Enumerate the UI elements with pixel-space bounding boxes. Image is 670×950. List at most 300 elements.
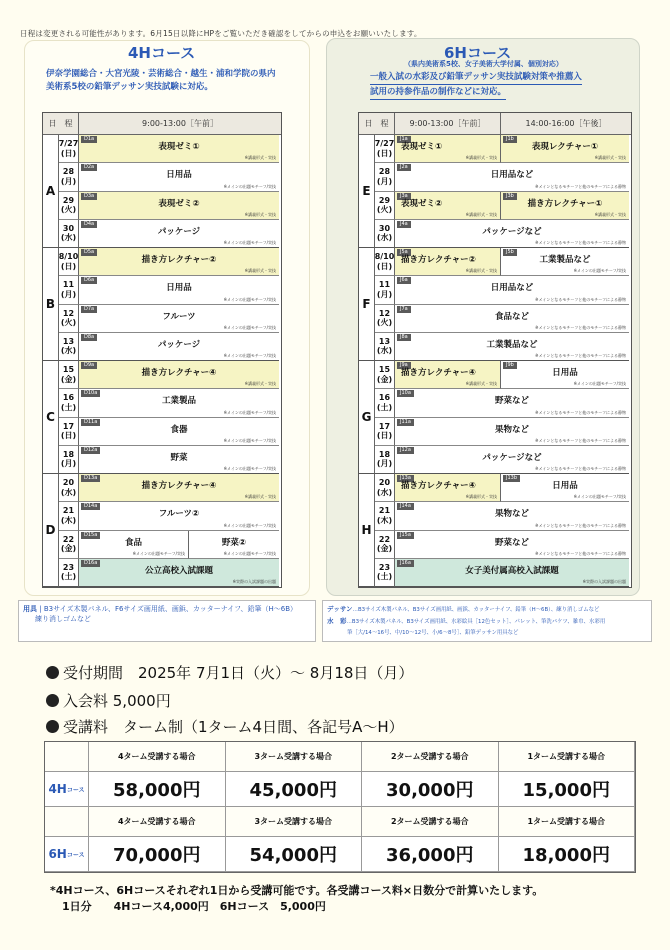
fee-header: 4ターム受講する場合 [89, 742, 226, 772]
session-j1b-title: 表現レクチャー① [531, 142, 599, 152]
session-j2a [395, 163, 629, 191]
date-weekday: (日) [376, 431, 393, 441]
session-d8a-code: D8a [81, 334, 97, 341]
fee-header: 4ターム受講する場合 [89, 807, 226, 837]
session-d9a-note: ※講義形式・実技 [244, 381, 276, 387]
session-d11a-title: 食器 [170, 424, 188, 435]
date-cell [59, 531, 79, 559]
date-day: 22 [62, 534, 75, 544]
info-period [46, 662, 413, 683]
schedule-4h [42, 112, 282, 588]
date-day: 17 [62, 421, 75, 431]
session-d4a [79, 220, 279, 248]
date-weekday: (水) [376, 346, 393, 356]
session-d10a-note: ※メインの出題モチーフ/実技 [223, 409, 276, 415]
materials-6h-text-2: …B3サイズ木製パネル、B3サイズ画用紙、水彩絵具［12色セット］、パレット、筆洗バケツ、雑巾、水彩用 [346, 619, 606, 625]
session-j13a-code: J13a [397, 475, 414, 482]
session-d4a-note: ※メインの出題モチーフ/実技 [223, 240, 276, 245]
date-cell [59, 305, 79, 333]
session-j3a-title: 表現ゼミ② [401, 198, 443, 209]
session-j15a-note: ※メインとなるモチーフと他のモチーフによる静物 [535, 550, 626, 556]
session-d10a [79, 389, 279, 417]
session-j2a-note: ※メインとなるモチーフと他のモチーフによる静物 [535, 183, 626, 189]
session-d1a-title: 表現ゼミ① [158, 142, 200, 152]
date-cell [59, 418, 79, 446]
session-j1b [501, 135, 629, 163]
session-j14a-title: 果物など [494, 509, 529, 520]
fee-price: 30,000円 [362, 772, 499, 807]
fee-course-name: 4H [48, 782, 67, 796]
date-day: 21 [378, 506, 391, 516]
session-d8a-title: パッケージ [157, 339, 201, 350]
fee-row-spacer [45, 742, 89, 772]
fee-price: 45,000円 [226, 772, 363, 807]
session-d12a-note: ※メインの出題モチーフ/実技 [223, 466, 276, 471]
date-day: 8/10 [374, 252, 395, 262]
date-weekday: (火) [376, 205, 393, 215]
date-day: 29 [378, 195, 391, 205]
date-cell [59, 559, 79, 587]
session-d1a-code: D1a [81, 136, 97, 143]
footnote-1: *4Hコース、6Hコースそれぞれ1日から受講可能です。各受講コース料×日数分で計算いたします。 [50, 884, 544, 897]
date-weekday: (日) [376, 148, 393, 158]
session-d12a-title: 野菜 [170, 452, 188, 463]
date-day: 16 [62, 393, 75, 403]
session-j1a-title: 表現ゼミ① [401, 142, 443, 152]
date-cell [375, 531, 395, 559]
session-d11a [79, 418, 279, 446]
date-cell [375, 502, 395, 530]
course-4h-desc-1: 伊奈学園総合・大宮光陵・芸術総合・越生・浦和学院の県内 [46, 69, 276, 79]
date-weekday: (木) [376, 515, 393, 525]
session-d3a [79, 192, 279, 220]
course-4h-title: 4Hコース [128, 44, 196, 62]
session-d7a-title: フルーツ [162, 311, 196, 322]
session-j15a-title: 野菜など [494, 537, 529, 548]
session-d14a [79, 502, 279, 530]
date-cell [375, 446, 395, 474]
session-j9a-note: ※講義形式・実技 [465, 381, 497, 387]
session-j6a-title: 日用品など [490, 283, 534, 294]
session-j5b-note: ※メインの出題モチーフ/実技 [573, 268, 626, 274]
bullet-icon [46, 694, 59, 707]
session-d9a-code: D9a [81, 362, 97, 369]
session-j3b-title: 描き方レクチャー① [527, 198, 603, 209]
date-weekday: (月) [60, 459, 77, 469]
course-6h-desc-2: 試用の持参作品の制作などに対応。 [370, 86, 506, 100]
session-j1a-note: ※講義形式・実技 [465, 155, 497, 161]
date-cell [59, 192, 79, 220]
session-d2a-code: D2a [81, 164, 97, 171]
session-j3b [501, 192, 629, 220]
date-day: 23 [378, 562, 391, 572]
date-weekday: (月) [60, 176, 77, 186]
date-cell [375, 276, 395, 304]
header-term: 日 程 [359, 113, 395, 135]
date-day: 12 [62, 308, 75, 318]
session-d14a-code: D14a [81, 503, 100, 510]
session-j1a-code: J1a [397, 136, 411, 143]
date-cell [59, 474, 79, 502]
date-weekday: (土) [376, 402, 393, 412]
term-E: E [359, 135, 375, 248]
session-j5a [395, 248, 501, 276]
fee-row-spacer [45, 807, 89, 837]
info-fee-text: 受講料 ターム制（1ターム4日間、各記号A〜H） [63, 718, 404, 736]
date-cell [59, 446, 79, 474]
date-weekday: (日) [376, 261, 393, 271]
date-day: 7/27 [58, 139, 79, 149]
date-weekday: (水) [376, 487, 393, 497]
session-j6a-code: J6a [397, 277, 411, 284]
session-d7a [79, 305, 279, 333]
session-d6a-note: ※メインの出題モチーフ/実技 [223, 296, 276, 302]
session-d15b-note: ※メインの出題モチーフ/実技 [223, 550, 276, 556]
session-j14a-note: ※メインとなるモチーフと他のモチーフによる静物 [535, 522, 626, 528]
session-d15b [189, 531, 279, 559]
session-j11a [395, 418, 629, 446]
session-d5a-title: 描き方レクチャー② [141, 255, 217, 265]
fee-price: 18,000円 [499, 837, 636, 872]
term-G: G [359, 361, 375, 474]
date-day: 20 [62, 478, 75, 488]
date-weekday: (木) [60, 515, 77, 525]
info-period-text: 受付期間 2025年 7月1日（火）〜 8月18日（月） [63, 664, 414, 682]
fee-price: 58,000円 [89, 772, 226, 807]
date-cell [59, 361, 79, 389]
session-d16a-code: D16a [81, 560, 100, 567]
session-d15a-note: ※メインの出題モチーフ/実技 [132, 550, 185, 556]
date-weekday: (土) [60, 402, 77, 412]
session-j1a [395, 135, 501, 163]
date-cell [375, 220, 395, 248]
session-j4a-title: パッケージなど [482, 226, 542, 237]
term-D: D [43, 474, 59, 587]
fee-header: 2ターム受講する場合 [362, 807, 499, 837]
date-day: 13 [62, 336, 75, 346]
materials-6h-text-3: 筆［大/14〜16号、中/10〜12号、小/6〜8号］、鉛筆デッサン用具など [347, 630, 519, 636]
session-d8a-note: ※メインの出題モチーフ/実技 [223, 353, 276, 358]
date-weekday: (月) [376, 176, 393, 186]
materials-6h-label-1: デッサン [327, 605, 353, 613]
date-day: 11 [378, 280, 391, 290]
date-day: 30 [378, 223, 391, 233]
session-j3a-note: ※講義形式・実技 [465, 211, 497, 217]
date-weekday: (土) [60, 572, 77, 582]
date-cell [375, 248, 395, 276]
date-day: 11 [62, 280, 75, 290]
session-j9b-title: 日用品 [552, 368, 578, 378]
course-6h-desc-1: 一般入試の水彩及び鉛筆デッサン実技試験対策や推薦入 [370, 71, 582, 85]
date-cell [375, 361, 395, 389]
date-weekday: (月) [376, 459, 393, 469]
session-d16a-note: ※実際の入試課題の出題 [232, 579, 276, 584]
fee-course-suffix: コース [66, 851, 85, 859]
term-C: C [43, 361, 59, 474]
date-weekday: (水) [60, 487, 77, 497]
schedule-6h [358, 112, 632, 588]
session-j10a-note: ※メインとなるモチーフと他のモチーフによる静物 [535, 409, 626, 415]
session-j4a-note: ※メインとなるモチーフと他のモチーフによる静物 [535, 240, 626, 245]
fee-course-name: 6H [48, 847, 67, 861]
notice-text: 日程は変更される可能性があります。6月15日以降にHPをご覧いただき確認をしてからの申込をお願いいたします。 [20, 29, 422, 38]
session-j5b [501, 248, 629, 276]
session-d15b-title: 野菜② [221, 537, 247, 548]
session-j16a [395, 559, 629, 587]
course-6h-title: 6Hコース [444, 44, 512, 62]
date-day: 12 [378, 308, 391, 318]
footnote-2: 1日分 4Hコース4,000円 6Hコース 5,000円 [62, 900, 326, 913]
date-day: 15 [378, 365, 391, 375]
date-day: 23 [62, 562, 75, 572]
date-day: 18 [62, 449, 75, 459]
session-j7a-note: ※メインとなるモチーフと他のモチーフによる静物 [535, 324, 626, 330]
session-j9b [501, 361, 629, 389]
session-d5a-code: D5a [81, 249, 97, 256]
date-weekday: (水) [60, 233, 77, 243]
session-j9b-code: J9b [503, 362, 517, 369]
term-B: B [43, 248, 59, 361]
session-j10a-title: 野菜など [494, 396, 529, 407]
date-cell [375, 474, 395, 502]
session-j14a [395, 502, 629, 530]
fee-header: 2ターム受講する場合 [362, 742, 499, 772]
date-weekday: (月) [376, 289, 393, 299]
session-j2a-title: 日用品など [490, 170, 534, 181]
session-j13a-note: ※講義形式・実技 [465, 494, 497, 500]
session-j1b-code: J1b [503, 136, 517, 143]
bullet-icon [46, 720, 59, 733]
session-j8a-title: 工業製品など [486, 339, 538, 350]
date-cell [59, 135, 79, 163]
session-d5a-note: ※講義形式・実技 [244, 268, 276, 274]
course-6h-subtitle: （県内美術系5校、女子美術大学付属、個別対応） [404, 60, 563, 68]
session-j3b-note: ※講義形式・実技 [594, 211, 626, 217]
session-j6a-note: ※メインとなるモチーフと他のモチーフによる静物 [535, 296, 626, 302]
date-weekday: (金) [60, 544, 77, 554]
session-d6a-title: 日用品 [166, 283, 192, 294]
date-cell [59, 163, 79, 191]
header-pm: 14:00-16:00［午後］ [501, 113, 631, 135]
fee-price: 70,000円 [89, 837, 226, 872]
date-day: 30 [62, 223, 75, 233]
session-j6a [395, 276, 629, 304]
session-d12a-code: D12a [81, 447, 100, 454]
session-j9a-title: 描き方レクチャー④ [401, 368, 476, 378]
course-4h-desc-2: 美術系5校の鉛筆デッサン実技試験に対応。 [46, 82, 213, 92]
session-d3a-note: ※講義形式・実技 [244, 211, 276, 217]
date-weekday: (金) [376, 374, 393, 384]
session-d2a-note: ※メインの出題モチーフ/実技 [223, 183, 276, 189]
session-j7a-code: J7a [397, 306, 411, 313]
date-cell [59, 220, 79, 248]
fee-table [44, 741, 636, 873]
materials-4h-label: 用具 [23, 605, 37, 613]
session-d6a [79, 276, 279, 304]
session-d4a-title: パッケージ [157, 226, 201, 237]
fee-header: 3ターム受講する場合 [226, 742, 363, 772]
date-day: 13 [378, 336, 391, 346]
date-cell [375, 559, 395, 587]
session-j15a [395, 531, 629, 559]
materials-6h [322, 600, 652, 642]
session-j13a [395, 474, 501, 502]
session-d7a-code: D7a [81, 306, 97, 313]
session-d13a-note: ※講義形式・実技 [244, 494, 276, 500]
session-d9a [79, 361, 279, 389]
term-H: H [359, 474, 375, 587]
session-d13a-code: D13a [81, 475, 100, 482]
session-d15a-code: D15a [81, 532, 100, 539]
session-d4a-code: D4a [81, 221, 97, 228]
info-entry [46, 690, 171, 711]
session-j7a [395, 305, 629, 333]
date-day: 22 [378, 534, 391, 544]
session-d16a [79, 559, 279, 587]
date-weekday: (金) [60, 374, 77, 384]
session-j10a-code: J10a [397, 390, 414, 397]
session-j11a-title: 果物など [494, 424, 529, 435]
session-d11a-note: ※メインの出題モチーフ/実技 [223, 437, 276, 443]
fee-price: 15,000円 [499, 772, 636, 807]
session-j3a-code: J3a [397, 193, 411, 200]
date-cell [59, 248, 79, 276]
session-j16a-note: ※実際の入試課題の出題 [582, 579, 626, 584]
session-j13b-note: ※メインの出題モチーフ/実技 [573, 494, 626, 500]
date-weekday: (月) [60, 289, 77, 299]
session-j14a-code: J14a [397, 503, 414, 510]
session-d14a-title: フルーツ② [158, 509, 200, 520]
session-d6a-code: D6a [81, 277, 97, 284]
session-j5a-code: J5a [397, 249, 411, 256]
fee-header: 3ターム受講する場合 [226, 807, 363, 837]
date-weekday: (日) [60, 148, 77, 158]
info-entry-text: 入会料 5,000円 [63, 692, 171, 710]
session-j15a-code: J15a [397, 532, 414, 539]
header-am: 9:00-13:00［午前］ [79, 113, 281, 135]
date-cell [59, 502, 79, 530]
session-j9a-code: J9a [397, 362, 411, 369]
date-cell [59, 276, 79, 304]
session-j8a-note: ※メインとなるモチーフと他のモチーフによる静物 [535, 353, 626, 358]
date-day: 17 [378, 421, 391, 431]
materials-6h-text-1: …B3サイズ木製パネル、B3サイズ画用紙、画鋲、カッターナイフ、鉛筆（H〜6B）、練り消しゴムなど [352, 607, 600, 613]
date-cell [375, 163, 395, 191]
bullet-icon [46, 666, 59, 679]
date-weekday: (土) [376, 572, 393, 582]
date-day: 21 [62, 506, 75, 516]
session-j4a [395, 220, 629, 248]
session-j9b-note: ※メインの出題モチーフ/実技 [573, 381, 626, 387]
date-weekday: (火) [60, 318, 77, 328]
date-cell [375, 135, 395, 163]
fee-header: 1ターム受講する場合 [499, 742, 636, 772]
session-d2a [79, 163, 279, 191]
session-j12a-title: パッケージなど [482, 452, 542, 463]
session-d12a [79, 446, 279, 474]
fee-price: 36,000円 [362, 837, 499, 872]
materials-4h-text-2: 練り消しゴムなど [35, 615, 91, 623]
session-d16a-title: 公立高校入試課題 [144, 565, 213, 576]
fee-course-suffix: コース [66, 786, 85, 794]
date-weekday: (火) [376, 318, 393, 328]
session-d1a-note: ※講義形式・実技 [244, 155, 276, 161]
date-weekday: (金) [376, 544, 393, 554]
date-weekday: (火) [60, 205, 77, 215]
session-d1a [79, 135, 279, 163]
session-d8a [79, 333, 279, 361]
session-j13a-title: 描き方レクチャー④ [401, 481, 476, 491]
session-j16a-title: 女子美付属高校入試課題 [465, 565, 559, 576]
session-j12a [395, 446, 629, 474]
date-cell [375, 192, 395, 220]
date-weekday: (水) [376, 233, 393, 243]
session-j13b-title: 日用品 [552, 481, 578, 491]
session-j4a-code: J4a [397, 221, 411, 228]
session-j5a-title: 描き方レクチャー② [401, 255, 476, 265]
session-j12a-code: J12a [397, 447, 414, 454]
date-weekday: (日) [60, 261, 77, 271]
materials-4h: 用具 | B3サイズ木製パネル、F6サイズ画用紙、画鋲、カッターナイフ、鉛筆（H〜6B） 練り消しゴムなど [18, 600, 316, 642]
session-d15a-title: 食品 [124, 537, 142, 548]
session-d13a [79, 474, 279, 502]
session-j8a-code: J8a [397, 334, 411, 341]
header-term: 日 程 [43, 113, 79, 135]
session-d5a [79, 248, 279, 276]
session-j11a-code: J11a [397, 419, 414, 426]
session-j9a [395, 361, 501, 389]
date-cell [375, 418, 395, 446]
date-cell [59, 333, 79, 361]
date-day: 29 [62, 195, 75, 205]
materials-6h-label-2: 水 彩 [327, 617, 347, 625]
session-d14a-note: ※メインの出題モチーフ/実技 [223, 522, 276, 528]
date-weekday: (日) [60, 431, 77, 441]
session-j3b-code: J3b [503, 193, 517, 200]
date-cell [59, 389, 79, 417]
session-j13b [501, 474, 629, 502]
session-j8a [395, 333, 629, 361]
fee-row-label [45, 772, 89, 807]
session-d3a-title: 表現ゼミ② [158, 198, 200, 209]
session-j5a-note: ※講義形式・実技 [465, 268, 497, 274]
date-cell [375, 305, 395, 333]
date-day: 18 [378, 449, 391, 459]
term-A: A [43, 135, 59, 248]
date-day: 28 [62, 167, 75, 177]
date-day: 8/10 [58, 252, 79, 262]
session-d11a-code: D11a [81, 419, 100, 426]
session-j16a-code: J16a [397, 560, 414, 567]
date-weekday: (水) [60, 346, 77, 356]
date-day: 28 [378, 167, 391, 177]
session-j7a-title: 食品など [494, 311, 529, 322]
date-day: 15 [62, 365, 75, 375]
info-fee [46, 716, 404, 737]
session-d10a-title: 工業製品 [161, 396, 196, 407]
date-day: 7/27 [374, 139, 395, 149]
fee-header: 1ターム受講する場合 [499, 807, 636, 837]
term-F: F [359, 248, 375, 361]
date-day: 20 [378, 478, 391, 488]
date-cell [375, 333, 395, 361]
date-day: 16 [378, 393, 391, 403]
materials-4h-text: B3サイズ木製パネル、F6サイズ画用紙、画鋲、カッターナイフ、鉛筆（H〜6B） [43, 605, 298, 613]
session-j13b-code: J13b [503, 475, 520, 482]
session-d7a-note: ※メインの出題モチーフ/実技 [223, 324, 276, 330]
session-j3a [395, 192, 501, 220]
fee-price: 54,000円 [226, 837, 363, 872]
